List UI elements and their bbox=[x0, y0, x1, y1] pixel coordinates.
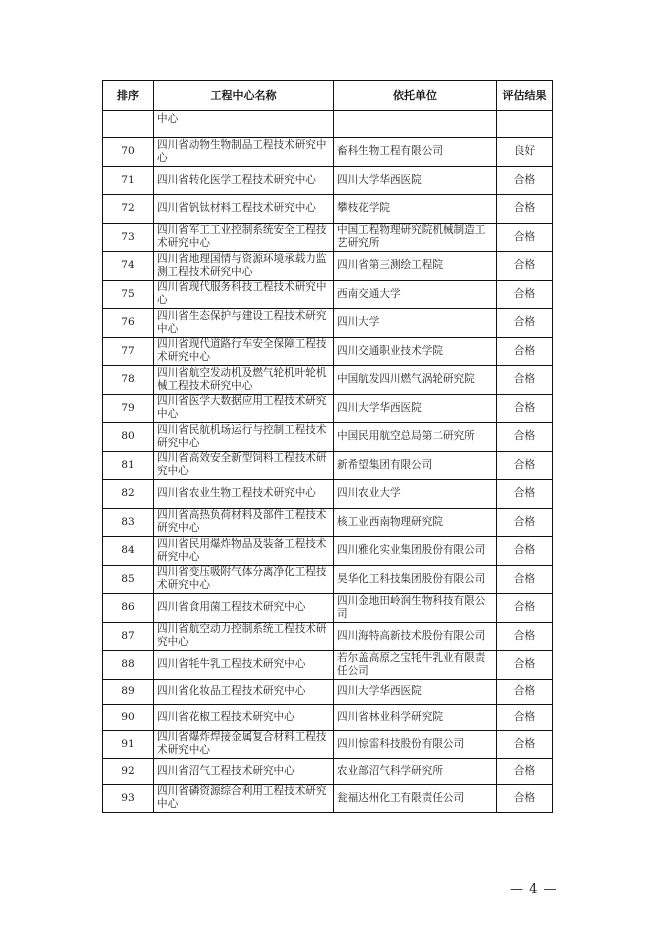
cell-evaluation-result: 合格 bbox=[497, 337, 553, 366]
header-host-unit: 依托单位 bbox=[334, 81, 497, 111]
cell-rank: 87 bbox=[103, 622, 154, 651]
table-row bbox=[103, 195, 553, 224]
table-row bbox=[103, 223, 553, 252]
table-row bbox=[103, 394, 553, 423]
cell-rank: 92 bbox=[103, 759, 154, 785]
table-row bbox=[103, 565, 553, 594]
table-row bbox=[103, 594, 553, 623]
table-row bbox=[103, 730, 553, 759]
cell-evaluation-result: 良好 bbox=[497, 138, 553, 167]
cell-evaluation-result: 合格 bbox=[497, 594, 553, 623]
evaluation-results-table bbox=[102, 80, 553, 813]
cell-rank: 86 bbox=[103, 594, 154, 623]
cell-center-name: 四川省食用菌工程技术研究中心 bbox=[154, 594, 334, 623]
cell-center-name: 四川省民航机场运行与控制工程技术研究中心 bbox=[154, 423, 334, 452]
cell-rank: 85 bbox=[103, 565, 154, 594]
cell-center-name: 四川省花椒工程技术研究中心 bbox=[154, 705, 334, 731]
cell-evaluation-result: 合格 bbox=[497, 679, 553, 705]
cell-host-unit: 瓮福达州化工有限责任公司 bbox=[334, 784, 497, 813]
cell-center-name: 中心 bbox=[154, 111, 334, 138]
cell-rank: 75 bbox=[103, 280, 154, 309]
cell-center-name: 四川省现代服务科技工程技术研究中心 bbox=[154, 280, 334, 309]
cell-host-unit: 四川大学华西医院 bbox=[334, 166, 497, 195]
cell-center-name: 四川省沼气工程技术研究中心 bbox=[154, 759, 334, 785]
cell-host-unit: 四川金地田岭润生物科技有限公司 bbox=[334, 594, 497, 623]
cell-center-name: 四川省农业生物工程技术研究中心 bbox=[154, 480, 334, 509]
cell-rank: 78 bbox=[103, 366, 154, 395]
header-evaluation-result: 评估结果 bbox=[497, 81, 553, 111]
header-center-name: 工程中心名称 bbox=[154, 81, 334, 111]
cell-evaluation-result: 合格 bbox=[497, 195, 553, 224]
cell-rank: 76 bbox=[103, 309, 154, 338]
cell-host-unit: 攀枝花学院 bbox=[334, 195, 497, 224]
table-header-row bbox=[103, 81, 553, 111]
cell-center-name: 四川省生态保护与建设工程技术研究中心 bbox=[154, 309, 334, 338]
cell-host-unit: 四川大学 bbox=[334, 309, 497, 338]
table-row bbox=[103, 252, 553, 281]
cell-evaluation-result: 合格 bbox=[497, 451, 553, 480]
cell-host-unit: 中国航发四川燃气涡轮研究院 bbox=[334, 366, 497, 395]
cell-evaluation-result: 合格 bbox=[497, 537, 553, 566]
cell-evaluation-result: 合格 bbox=[497, 366, 553, 395]
cell-evaluation-result: 合格 bbox=[497, 480, 553, 509]
cell-rank: 80 bbox=[103, 423, 154, 452]
table-row bbox=[103, 166, 553, 195]
cell-evaluation-result: 合格 bbox=[497, 622, 553, 651]
cell-center-name: 四川省爆炸焊接金属复合材料工程技术研究中心 bbox=[154, 730, 334, 759]
cell-rank: 71 bbox=[103, 166, 154, 195]
cell-host-unit: 新希望集团有限公司 bbox=[334, 451, 497, 480]
cell-rank: 83 bbox=[103, 508, 154, 537]
cell-rank: 77 bbox=[103, 337, 154, 366]
page-number: — 4 — bbox=[510, 882, 558, 897]
cell-center-name: 四川省军工工业控制系统安全工程技术研究中心 bbox=[154, 223, 334, 252]
cell-host-unit: 农业部沼气科学研究所 bbox=[334, 759, 497, 785]
cell-center-name: 四川省高效安全新型饲料工程技术研究中心 bbox=[154, 451, 334, 480]
table-row bbox=[103, 337, 553, 366]
cell-rank: 72 bbox=[103, 195, 154, 224]
cell-center-name: 四川省高热负荷材料及部件工程技术研究中心 bbox=[154, 508, 334, 537]
cell-host-unit: 昊华化工科技集团股份有限公司 bbox=[334, 565, 497, 594]
table-row bbox=[103, 759, 553, 785]
table-row bbox=[103, 679, 553, 705]
cell-evaluation-result: 合格 bbox=[497, 309, 553, 338]
cell-host-unit: 中国民用航空总局第二研究所 bbox=[334, 423, 497, 452]
table-row-continued bbox=[103, 111, 553, 138]
cell-host-unit: 四川省第三测绘工程院 bbox=[334, 252, 497, 281]
cell-host-unit: 四川大学华西医院 bbox=[334, 394, 497, 423]
cell-evaluation-result: 合格 bbox=[497, 423, 553, 452]
cell-rank bbox=[103, 111, 154, 138]
cell-rank: 91 bbox=[103, 730, 154, 759]
cell-center-name: 四川省转化医学工程技术研究中心 bbox=[154, 166, 334, 195]
cell-evaluation-result: 合格 bbox=[497, 508, 553, 537]
table-row bbox=[103, 451, 553, 480]
cell-host-unit: 四川农业大学 bbox=[334, 480, 497, 509]
cell-center-name: 四川省磷资源综合利用工程技术研究中心 bbox=[154, 784, 334, 813]
table-row bbox=[103, 508, 553, 537]
cell-rank: 84 bbox=[103, 537, 154, 566]
table-row bbox=[103, 622, 553, 651]
table-row bbox=[103, 280, 553, 309]
cell-host-unit: 四川海特高新技术股份有限公司 bbox=[334, 622, 497, 651]
cell-evaluation-result: 合格 bbox=[497, 223, 553, 252]
cell-evaluation-result: 合格 bbox=[497, 565, 553, 594]
table-row bbox=[103, 138, 553, 167]
table-row bbox=[103, 651, 553, 680]
cell-center-name: 四川省牦牛乳工程技术研究中心 bbox=[154, 651, 334, 680]
cell-rank: 89 bbox=[103, 679, 154, 705]
cell-evaluation-result: 合格 bbox=[497, 252, 553, 281]
cell-center-name: 四川省钒钛材料工程技术研究中心 bbox=[154, 195, 334, 224]
cell-center-name: 四川省变压吸附气体分离净化工程技术研究中心 bbox=[154, 565, 334, 594]
table-row bbox=[103, 537, 553, 566]
cell-rank: 81 bbox=[103, 451, 154, 480]
cell-evaluation-result: 合格 bbox=[497, 280, 553, 309]
cell-evaluation-result: 合格 bbox=[497, 705, 553, 731]
cell-host-unit bbox=[334, 111, 497, 138]
cell-rank: 88 bbox=[103, 651, 154, 680]
cell-evaluation-result bbox=[497, 111, 553, 138]
cell-rank: 70 bbox=[103, 138, 154, 167]
cell-rank: 79 bbox=[103, 394, 154, 423]
cell-evaluation-result: 合格 bbox=[497, 759, 553, 785]
cell-rank: 73 bbox=[103, 223, 154, 252]
cell-rank: 74 bbox=[103, 252, 154, 281]
cell-evaluation-result: 合格 bbox=[497, 651, 553, 680]
cell-host-unit: 核工业西南物理研究院 bbox=[334, 508, 497, 537]
cell-host-unit: 四川雅化实业集团股份有限公司 bbox=[334, 537, 497, 566]
cell-host-unit: 中国工程物理研究院机械制造工艺研究所 bbox=[334, 223, 497, 252]
cell-host-unit: 西南交通大学 bbox=[334, 280, 497, 309]
cell-evaluation-result: 合格 bbox=[497, 166, 553, 195]
cell-evaluation-result: 合格 bbox=[497, 784, 553, 813]
table-body bbox=[103, 111, 553, 813]
cell-host-unit: 若尔盖高原之宝牦牛乳业有限责任公司 bbox=[334, 651, 497, 680]
table-row bbox=[103, 705, 553, 731]
table-row bbox=[103, 480, 553, 509]
cell-evaluation-result: 合格 bbox=[497, 730, 553, 759]
cell-host-unit: 畜科生物工程有限公司 bbox=[334, 138, 497, 167]
header-rank: 排序 bbox=[103, 81, 154, 111]
cell-host-unit: 四川交通职业技术学院 bbox=[334, 337, 497, 366]
cell-center-name: 四川省地理国情与资源环境承载力监测工程技术研究中心 bbox=[154, 252, 334, 281]
table-row bbox=[103, 366, 553, 395]
cell-center-name: 四川省现代道路行车安全保障工程技术研究中心 bbox=[154, 337, 334, 366]
cell-rank: 90 bbox=[103, 705, 154, 731]
cell-center-name: 四川省航空发动机及燃气轮机叶轮机械工程技术研究中心 bbox=[154, 366, 334, 395]
cell-center-name: 四川省动物生物制品工程技术研究中心 bbox=[154, 138, 334, 167]
cell-host-unit: 四川惊雷科技股份有限公司 bbox=[334, 730, 497, 759]
table-row bbox=[103, 784, 553, 813]
cell-center-name: 四川省民用爆炸物品及装备工程技术研究中心 bbox=[154, 537, 334, 566]
cell-center-name: 四川省化妆品工程技术研究中心 bbox=[154, 679, 334, 705]
table-row bbox=[103, 423, 553, 452]
cell-center-name: 四川省医学大数据应用工程技术研究中心 bbox=[154, 394, 334, 423]
table-row bbox=[103, 309, 553, 338]
cell-rank: 82 bbox=[103, 480, 154, 509]
cell-center-name: 四川省航空动力控制系统工程技术研究中心 bbox=[154, 622, 334, 651]
cell-rank: 93 bbox=[103, 784, 154, 813]
cell-host-unit: 四川省林业科学研究院 bbox=[334, 705, 497, 731]
cell-evaluation-result: 合格 bbox=[497, 394, 553, 423]
cell-host-unit: 四川大学华西医院 bbox=[334, 679, 497, 705]
